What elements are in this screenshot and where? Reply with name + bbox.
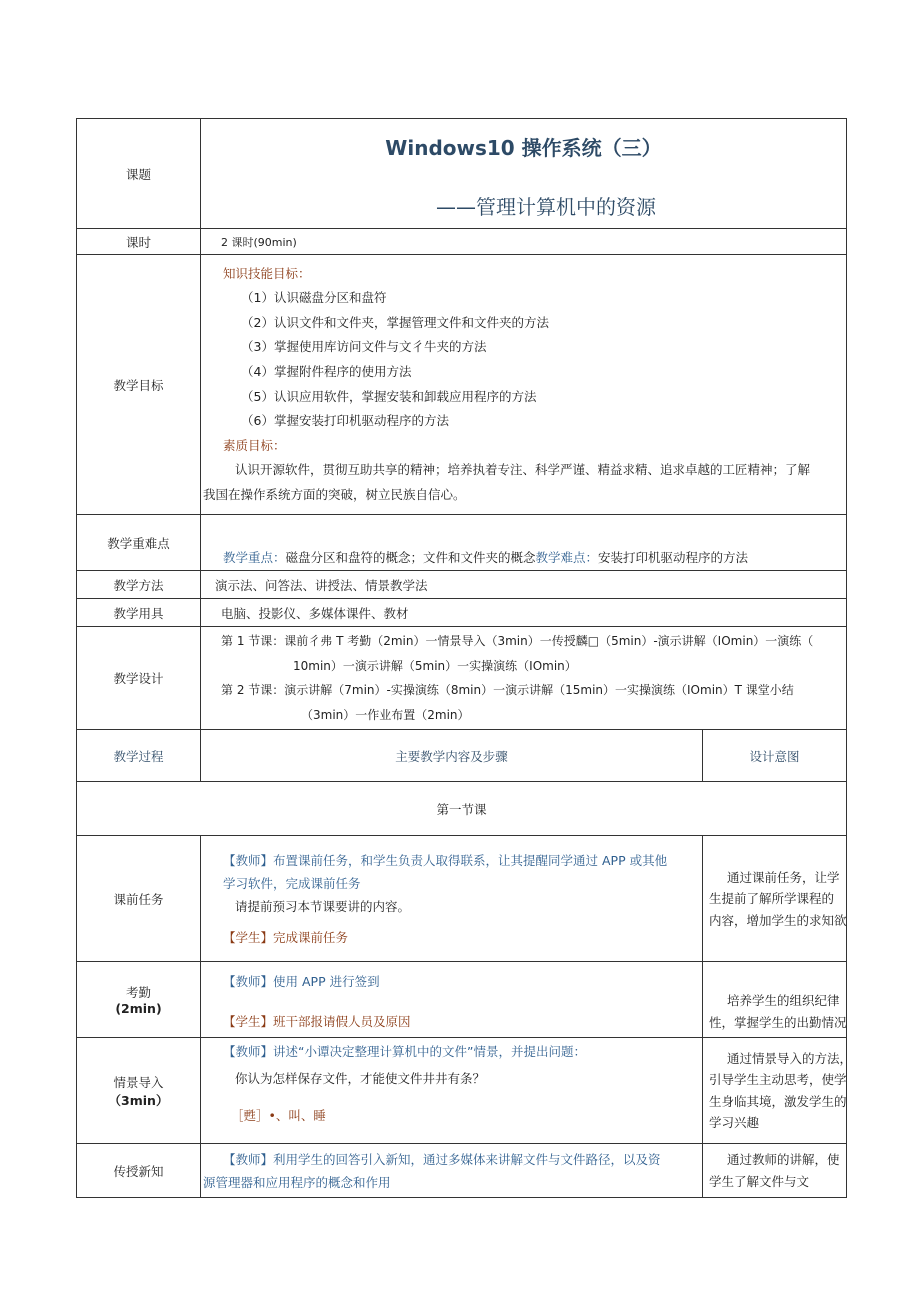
student-tag: 【学生】 [223,1014,274,1030]
new-knowledge-label: 传授新知 [77,1144,201,1198]
tools-value: 电脑、投影仪、多媒体课件、教材 [201,599,847,627]
pre-task-teacher-text-2: 学习软件，完成课前任务 [223,875,361,891]
new-knowledge-content [201,1144,703,1198]
attendance-intent-2: 性，掌握学生的出勤情况 [709,1014,847,1030]
topic-row [77,119,847,229]
tools-label: 教学用具 [77,599,201,627]
knowledge-item-5: （5）认识应用软件，掌握安装和卸载应用程序的方法 [241,388,537,404]
scenario-time: （3min） [108,1092,169,1108]
design-line-1: 第 1 节课：课前彳弗 T 考勤（2min）一情景导入（3min）一传授麟□（5min）-演示讲解（IOmin）一演练（ [221,634,814,648]
new-knowledge-row [77,1144,847,1198]
attendance-teacher-text: 使用 APP 进行签到 [273,974,380,990]
topic-title-cell [201,119,847,229]
scenario-question: 你认为怎样保存文件，才能使文件井井有条？ [235,1071,486,1087]
quality-text-2: 我国在操作系统方面的突破，树立民族自信心。 [203,486,466,502]
key-points-row [77,515,847,571]
scenario-label-cell [77,1038,201,1144]
quality-heading: 素质目标： [223,437,286,453]
tools-row [77,599,847,627]
title-line-1: Windows10 操作系统（三） [385,135,662,160]
process-header-col2: 主要教学内容及步骤 [201,730,703,782]
knowledge-item-3: （3）掌握使用库访问文件与文彳牛夹的方法 [241,339,487,355]
design-cell [201,627,847,730]
lesson-plan-table [76,118,853,1198]
pre-task-intent-1: 通过课前任务，让学 [727,869,840,885]
scenario-intent-1: 通过情景导入的方法， [727,1050,853,1066]
design-row [77,627,847,730]
new-knowledge-intent-1: 通过教师的讲解，使 [727,1152,840,1168]
pre-task-student-text: 完成课前任务 [273,929,349,945]
scenario-content [201,1038,703,1144]
methods-label: 教学方法 [77,571,201,599]
pre-task-label: 课前任务 [77,836,201,962]
scenario-label: 情景导入 [113,1074,164,1090]
key-points-cell [201,515,847,571]
pre-task-row [77,836,847,962]
pre-task-intent [703,836,847,962]
pre-task-intent-3: 内容，增加学生的求知欲 [709,912,847,928]
knowledge-item-6: （6）掌握安装打印机驱动程序的方法 [241,413,449,429]
key-points-label: 教学重难点 [77,515,201,571]
topic-label: 课题 [77,119,201,229]
scenario-intent-3: 生身临其境，激发学生的 [709,1093,847,1109]
attendance-label: 考勤 [125,985,151,1001]
scenario-row [77,1038,847,1144]
teacher-tag: 【教师】 [223,1151,274,1167]
scenario-intent-4: 学习兴趣 [709,1115,760,1131]
difficult-label: 教学难点： [535,550,599,565]
new-knowledge-intent-2: 学生了解文件与文 [709,1173,810,1189]
scenario-teacher-text: 讲述“小谭决定整理计算机中的文件”情景，并提出问题： [273,1044,586,1060]
knowledge-item-4: （4）掌握附件程序的使用方法 [241,363,412,379]
scenario-student-text: 叫、睡 [288,1108,326,1124]
knowledge-item-2: （2）认识文件和文件夹，掌握管理文件和文件夹的方法 [241,314,549,330]
section-row [77,782,847,836]
objectives-cell [201,255,847,515]
knowledge-item-1: （1）认识磁盘分区和盘符 [241,290,387,306]
process-header-row [77,730,847,782]
hours-row [77,229,847,255]
teacher-tag: 【教师】 [223,974,274,990]
process-header-col3: 设计意图 [703,730,847,782]
student-tag: ［甦］•、 [231,1108,289,1124]
objectives-row [77,255,847,515]
scenario-intent [703,1038,853,1144]
design-line-2: 10min）一演示讲解（5min）一实操演练（IOmin） [293,658,577,673]
teacher-tag: 【教师】 [223,852,274,868]
pre-task-note: 请提前预习本节课要讲的内容。 [235,898,411,914]
teacher-tag: 【教师】 [223,1044,274,1060]
new-knowledge-teacher-text-1: 利用学生的回答引入新知，通过多媒体来讲解文件与文件路径，以及资 [273,1151,661,1167]
attendance-content [201,962,703,1038]
key-text: 磁盘分区和盘符的概念；文件和文件夹的概念 [285,550,536,565]
attendance-label-cell [77,962,201,1038]
design-line-4: （3min）一作业布置（2min） [301,707,470,722]
process-header-col1: 教学过程 [77,730,201,782]
methods-value: 演示法、问答法、讲授法、情景教学法 [201,571,847,599]
title-line-2: ——管理计算机中的资源 [436,194,656,219]
new-knowledge-teacher-text-2: 源管理器和应用程序的概念和作用 [203,1174,391,1190]
pre-task-teacher-text-1: 布置课前任务，和学生负责人取得联系，让其提醒同学通过 APP 或其他 [273,852,668,868]
knowledge-heading: 知识技能目标： [223,265,311,281]
objectives-label: 教学目标 [77,255,201,515]
key-label: 教学重点： [223,550,286,565]
difficult-text: 安装打印机驱动程序的方法 [598,550,749,565]
scenario-intent-2: 引导学生主动思考，使学 [709,1072,847,1088]
pre-task-content [201,836,703,962]
new-knowledge-intent [703,1144,847,1198]
methods-row [77,571,847,599]
pre-task-intent-2: 生提前了解所学课程的 [709,891,835,907]
attendance-row [77,962,847,1038]
hours-value: 2 课时(90min) [201,229,847,255]
design-label: 教学设计 [77,627,201,730]
attendance-intent-1: 培养学生的组织纪律 [727,993,840,1009]
quality-text-1: 认识开源软件，贯彻互助共享的精神；培养执着专注、科学严谨、精益求精、追求卓越的工匠精神；了解 [235,462,811,478]
attendance-student-text: 班干部报请假人员及原因 [273,1014,411,1030]
attendance-time: (2min) [115,1001,162,1017]
attendance-intent [703,962,847,1038]
student-tag: 【学生】 [223,929,274,945]
section-title: 第一节课 [77,782,847,836]
hours-label: 课时 [77,229,201,255]
design-line-3: 第 2 节课：演示讲解（7min）-实操演练（8min）一演示讲解（15min）一实操演练（IOmin）T 课堂小结 [221,683,794,698]
